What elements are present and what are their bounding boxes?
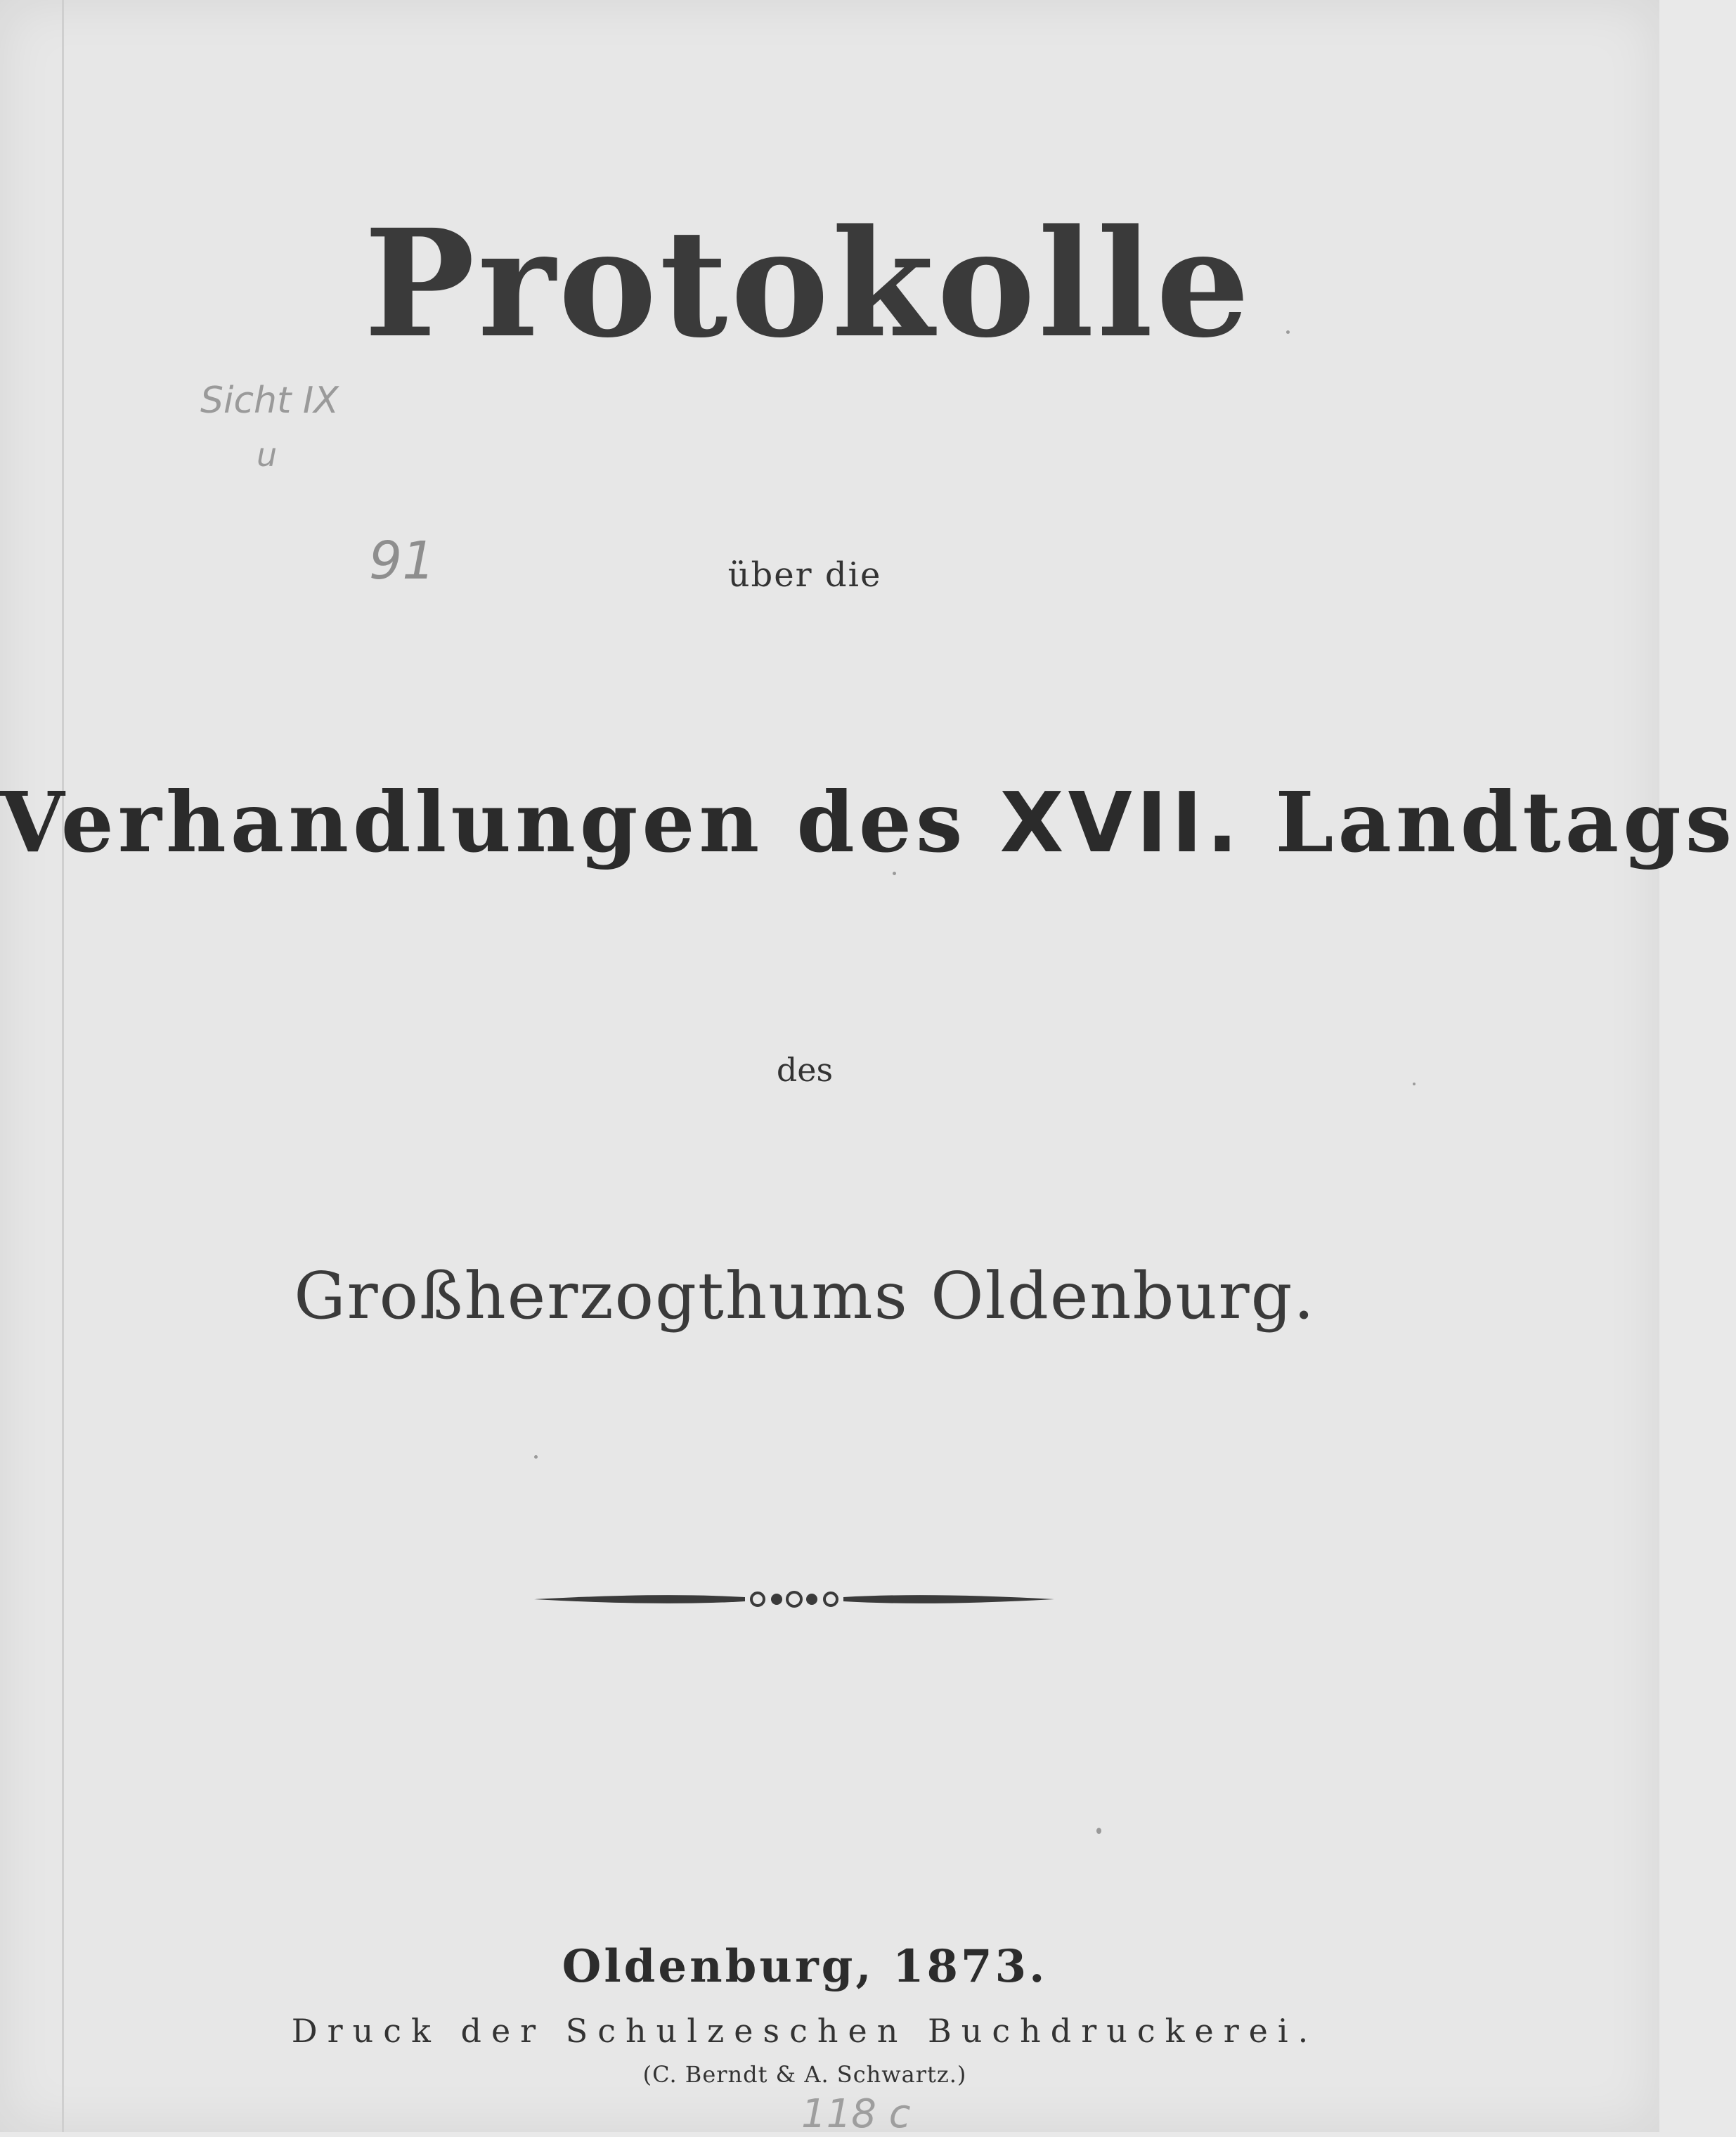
- pencil-bottom-note: 118 c: [801, 2091, 911, 2137]
- main-heading-part2: Landtags: [1275, 773, 1736, 871]
- main-heading-roman-numeral: XVII.: [999, 774, 1243, 871]
- main-heading: [0, 773, 1736, 871]
- paper-speck: [1286, 330, 1290, 334]
- subtitle-uber-die: über die: [727, 555, 882, 595]
- main-heading-part1: Verhandlungen des: [0, 773, 967, 871]
- connector-des: des: [776, 1051, 834, 1089]
- document-title: Protokolle: [363, 197, 1253, 370]
- paper-speck: [534, 1455, 538, 1459]
- pencil-shelfmark-note: Sicht IX: [200, 380, 339, 422]
- paper-speck: [893, 872, 896, 875]
- state-name: Großherzogthums Oldenburg.: [294, 1258, 1316, 1334]
- pencil-number-note: 91: [369, 531, 436, 591]
- imprint-place-year: Oldenburg, 1873.: [562, 1940, 1048, 1993]
- imprint-printer-owners: (C. Berndt & A. Schwartz.): [642, 2061, 967, 2088]
- imprint-printer: Druck der Schulzeschen Buchdruckerei.: [291, 2012, 1319, 2050]
- pencil-note-small: u: [257, 436, 278, 474]
- paper-speck: [1413, 1083, 1416, 1085]
- ornamental-divider: [534, 1585, 1054, 1613]
- paper-speck: [1096, 1828, 1101, 1834]
